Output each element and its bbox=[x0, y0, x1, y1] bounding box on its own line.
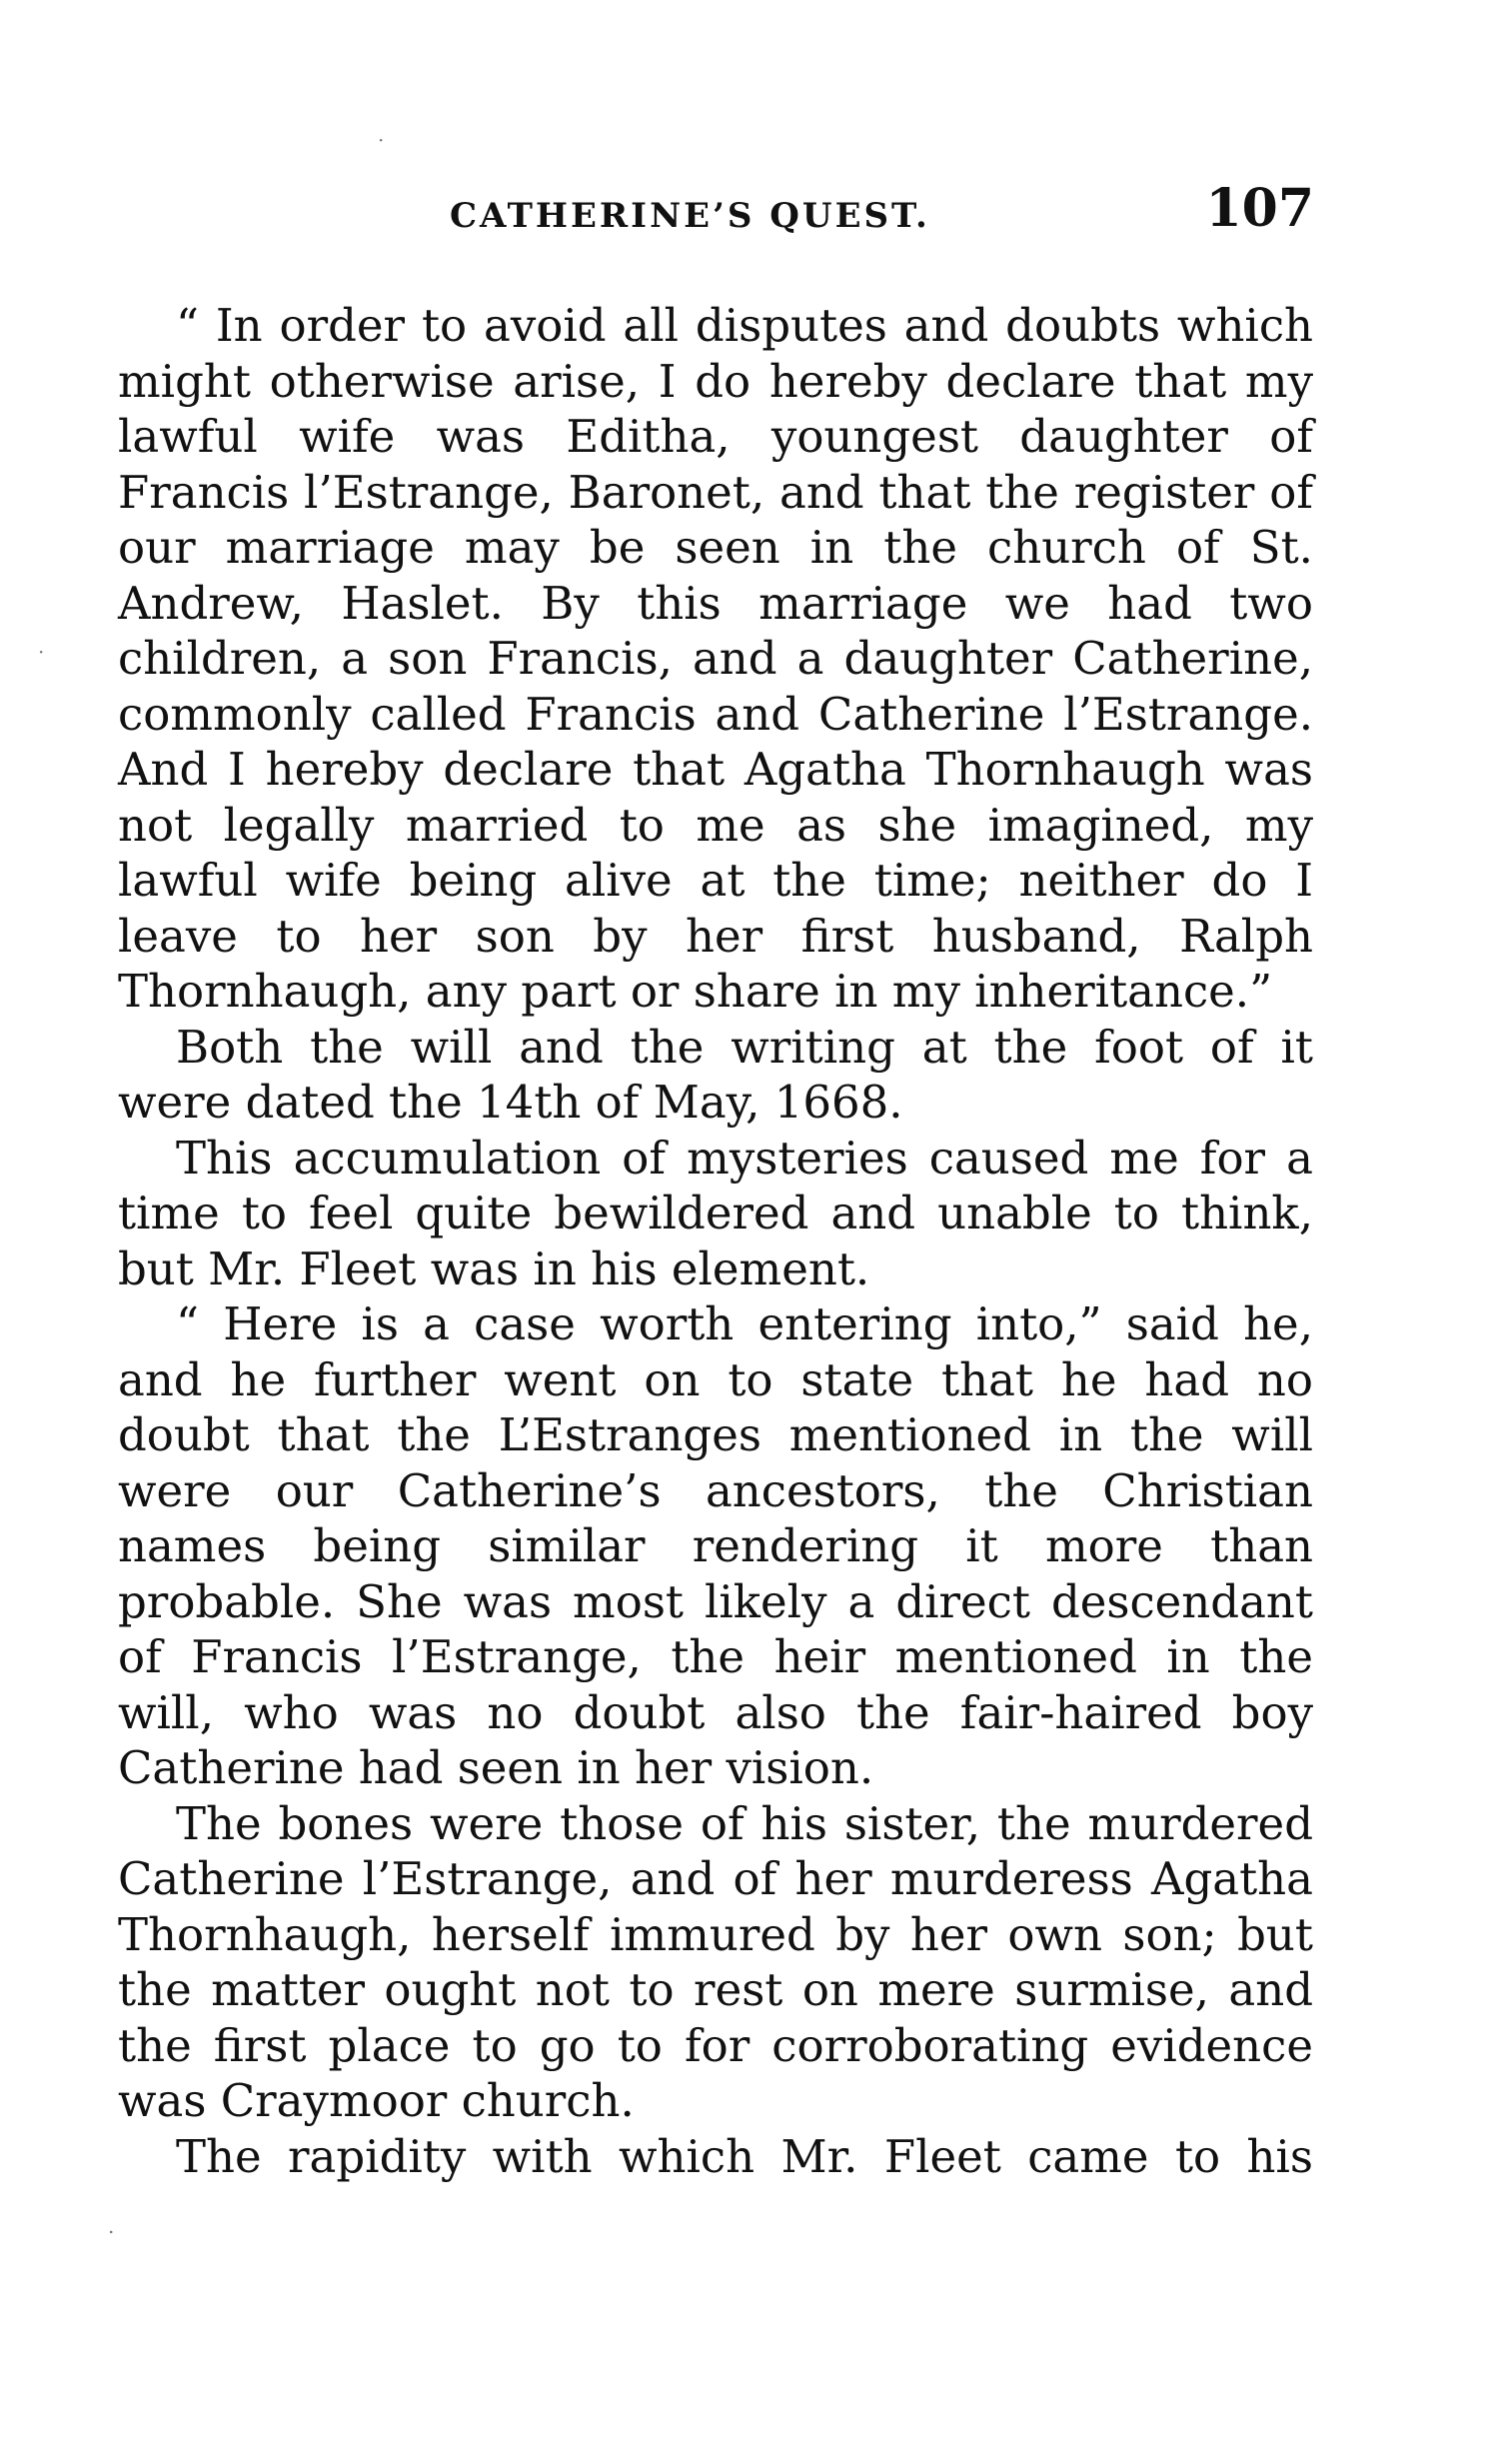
page-header bbox=[120, 178, 1314, 258]
running-title: CATHERINE’S QUEST. bbox=[450, 196, 930, 236]
body-text bbox=[118, 298, 1313, 2184]
paragraph: “ In order to avoid all disputes and doubts which might otherwise arise, I do hereby declare that my lawful wife was Editha, youngest daughter of Francis l’Estrange, Baronet, and that the register of our marriage may be seen in the church of St. Andrew, Haslet. By this marriage we had two children, a son Francis, and a daughter Catherine, commonly called Francis and Catherine l’Estrange. And I hereby declare that Agatha Thornhaugh was not legally married to me as she imagined, my lawful wife being alive at the time; neither do I leave to her son by her first husband, Ralph Thornhaugh, any part or share in my inheritance.” bbox=[118, 299, 1313, 1018]
paragraph: This accumulation of mysteries caused me for a time to feel quite bewildered and unable to think, but Mr. Fleet was in his element. bbox=[118, 1131, 1313, 1295]
paragraph-continued: The rapidity with which Mr. Fleet came to his bbox=[176, 2129, 1313, 2183]
book-page: CATHERINE’S QUEST. 107 “ In order to avoid all disputes and doubts which might otherwise arise, I do hereby declare that my lawful wife was Editha, youngest daughter of Francis l’Estrange, Baronet, and that the register of our marriage may be seen in the church of St. Andrew, Haslet. By this marriage we had two children, a son Francis, and a daughter Catherine, commonly called Francis and Catherine l’Estrange. And I hereby declare that Agatha Thornhaugh was not legally married to me as she imagined, my lawful wife being alive at the time; neither do I leave to her son by her first husband, Ralph Thornhaugh, any part or share in my inheritance.” Both the will and the writing at the foot of it were dated the 14th of May, 1668. This accumulation of mysteries caused me for a time to feel quite bewildered and unable to think, but Mr. Fleet was in his element. “ Here is a case worth entering into,” said he, and he further went on to state that he had no doubt that the L’Estranges mentioned in the will were our Catherine’s ancestors, the Christian names being similar rendering it more than probable. She was most likely a direct descendant of Francis l’Estrange, the heir mentioned in the will, who was no doubt also the fair-haired boy Catherine had seen in her vision. The bones were those of his sister, the murdered Catherine l’Estrange, and of her murderess Agatha Thornhaugh, herself immured by her own son; but the matter ought not to rest on mere surmise, and the first place to go to for corroborating evidence was Craymoor church. The rapidity with which Mr. Fleet came to his · · . bbox=[38, 128, 1314, 2238]
paragraph: The bones were those of his sister, the murdered Catherine l’Estrange, and of her murderess Agatha Thornhaugh, herself immured by her own son; but the matter ought not to rest on mere surmise, and the first place to go to for corroborating evidence was Craymoor church. bbox=[118, 1796, 1313, 2127]
page-number: 107 bbox=[1205, 178, 1314, 239]
paragraph: “ Here is a case worth entering into,” said he, and he further went on to state that he had no doubt that the L’Estranges mentioned in the will were our Catherine’s ancestors, the Christian names being similar rendering it more than probable. She was most likely a direct descendant of Francis l’Estrange, the heir mentioned in the will, who was no doubt also the fair-haired boy Catherine had seen in her vision. bbox=[118, 1297, 1313, 1794]
paragraph: Both the will and the writing at the foot of it were dated the 14th of May, 1668. bbox=[118, 1020, 1313, 1129]
